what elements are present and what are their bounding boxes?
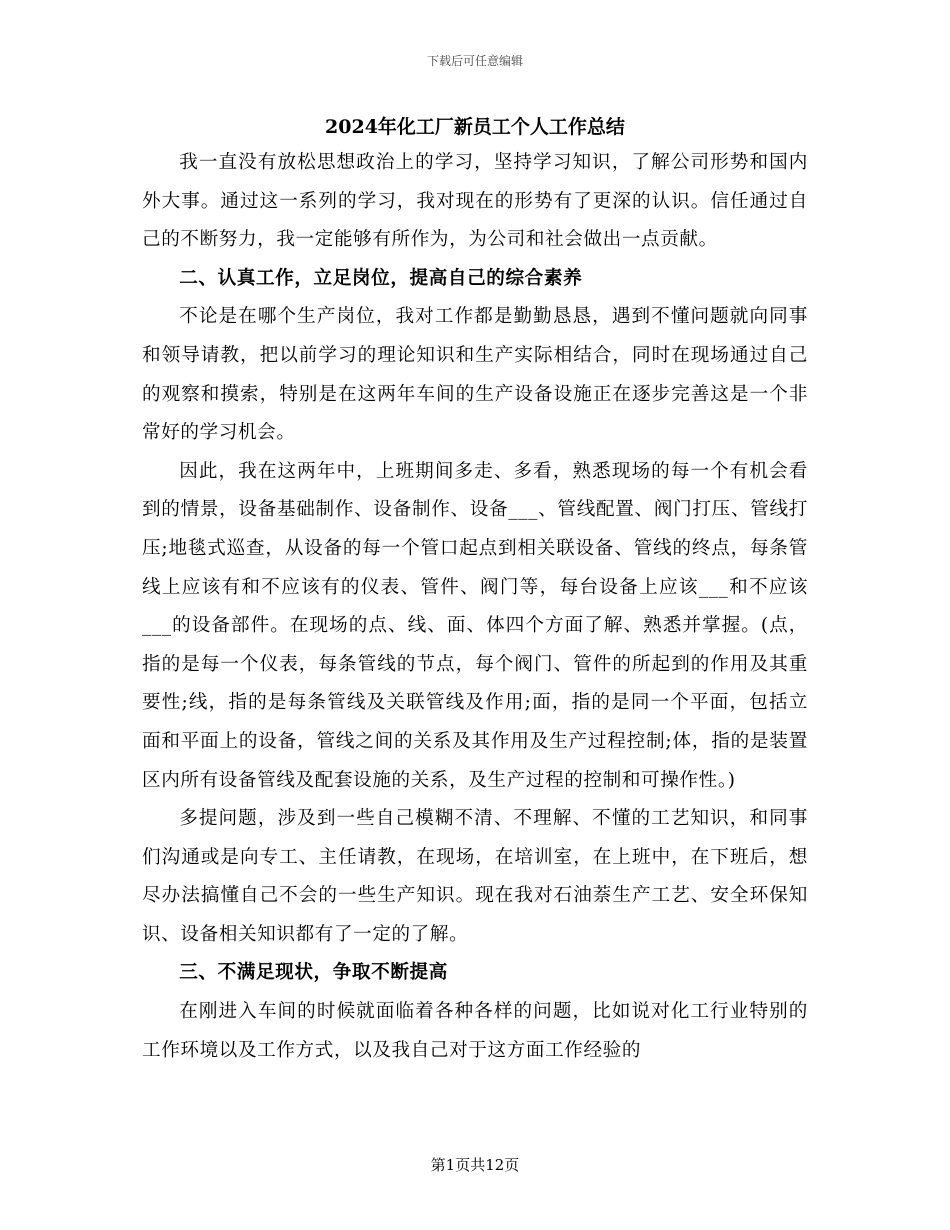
- page-number: 第1页共12页: [430, 1156, 520, 1174]
- page-header-note: 下载后可任意编辑: [426, 54, 523, 68]
- paragraph-site-inspection: 因此，我在这两年中，上班期间多走、多看，熟悉现场的每一个有机会看到的情景，设备基础制作、设备制作、设备___、管线配置、阀门打压、管线打压;地毯式巡查，从设备的每一个管口起点到相关联设备、管线的终点，每条管线上应该有和不应该有的仪表、管件、阀门等，每台设备上应该___和不应该___的设备部件。在现场的点、线、面、体四个方面了解、熟悉并掌握。(点，指的是每一个仪表，每条管线的节点，每个阀门、管件的所起到的作用及其重要性;线，指的是每条管线及关联管线及作用;面，指的是同一个平面，包括立面和平面上的设备，管线之间的关系及其作用及生产过程控制;体，指的是装置区内所有设备管线及配套设施的关系，及生产过程的控制和可操作性。): [142, 460, 808, 791]
- paragraph-ask-questions: 多提问题，涉及到一些自己模糊不清、不理解、不懂的工艺知识，和同事们沟通或是向专工、主任请教，在现场，在培训室，在上班中，在下班后，想尽办法搞懂自己不会的一些生产知识。现在我对石油萘生产工艺、安全环保知识、设备相关知识都有了一定的了解。: [142, 808, 808, 945]
- section-heading-two: 二、认真工作，立足岗位，提高自己的综合素养: [179, 267, 583, 289]
- section-heading-three: 三、不满足现状，争取不断提高: [179, 962, 448, 984]
- document-body: [142, 144, 808, 1070]
- paragraph-challenges: 在刚进入车间的时候就面临着各种各样的问题，比如说对化工行业特别的工作环境以及工作方式，以及我自己对于这方面工作经验的: [142, 1001, 808, 1061]
- paragraph-study: 我一直没有放松思想政治上的学习，坚持学习知识，了解公司形势和国内外大事。通过这一系列的学习，我对现在的形势有了更深的认识。信任通过自己的不断努力，我一定能够有所作为，为公司和社会做出一点贡献。: [142, 152, 808, 251]
- paragraph-diligence: 不论是在哪个生产岗位，我对工作都是勤勤恳恳，遇到不懂问题就向同事和领导请教，把以前学习的理论知识和生产实际相结合，同时在现场通过自己的观察和摸索，特别是在这两年车间的生产设备设施正在逐步完善这是一个非常好的学习机会。: [142, 306, 808, 444]
- document-title: 2024年化工厂新员工个人工作总结: [325, 116, 625, 138]
